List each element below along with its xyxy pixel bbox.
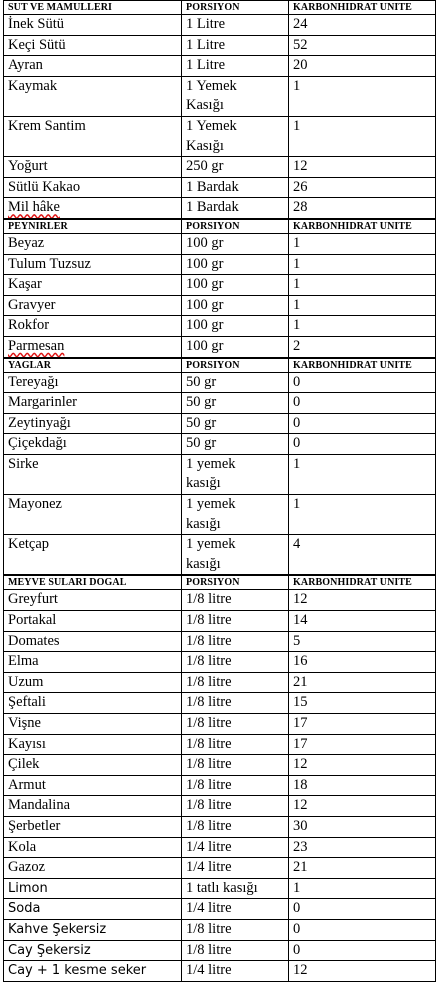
table-row bbox=[4, 796, 436, 817]
portion-cell: 250 gr bbox=[182, 157, 289, 178]
table-row bbox=[4, 672, 436, 693]
table-row bbox=[4, 734, 436, 755]
portion-header: PORSIYON bbox=[182, 358, 289, 373]
food-cell: Zeytinyağı bbox=[4, 413, 182, 434]
food-cell: Tereyağı bbox=[4, 372, 182, 393]
carb-unit-cell: 12 bbox=[289, 796, 436, 817]
food-cell: Krem Santim bbox=[4, 116, 182, 156]
carb-unit-cell: 15 bbox=[289, 693, 436, 714]
carb-unit-cell: 17 bbox=[289, 714, 436, 735]
carb-unit-cell: 20 bbox=[289, 56, 436, 77]
table-row bbox=[4, 316, 436, 337]
food-cell: Elma bbox=[4, 652, 182, 673]
portion-cell: 50 gr bbox=[182, 372, 289, 393]
carb-unit-cell: 12 bbox=[289, 755, 436, 776]
food-cell: Limon bbox=[4, 878, 182, 899]
portion-cell: 1/8 litre bbox=[182, 734, 289, 755]
food-cell: Rokfor bbox=[4, 316, 182, 337]
portion-cell: 1 Yemek Kasığı bbox=[182, 76, 289, 116]
food-cell: İnek Sütü bbox=[4, 15, 182, 36]
category-header: SUT VE MAMULLERI bbox=[4, 1, 182, 15]
portion-cell: 50 gr bbox=[182, 413, 289, 434]
food-cell: Çiçekdağı bbox=[4, 434, 182, 455]
carb-unit-cell: 0 bbox=[289, 919, 436, 940]
table-row bbox=[4, 940, 436, 961]
food-cell: Soda bbox=[4, 899, 182, 920]
table-row bbox=[4, 919, 436, 940]
table-row bbox=[4, 254, 436, 275]
carb-unit-header: KARBONHIDRAT UNITE bbox=[289, 1, 436, 15]
food-cell: Cay Şekersiz bbox=[4, 940, 182, 961]
category-header: YAGLAR bbox=[4, 358, 182, 373]
portion-cell: 100 gr bbox=[182, 295, 289, 316]
food-cell: Mandalina bbox=[4, 796, 182, 817]
food-cell: Mayonez bbox=[4, 495, 182, 535]
portion-cell: 1/8 litre bbox=[182, 714, 289, 735]
carb-unit-header: KARBONHIDRAT UNITE bbox=[289, 219, 436, 234]
food-cell: Sütlü Kakao bbox=[4, 177, 182, 198]
table-row bbox=[4, 590, 436, 611]
portion-cell: 1 Litre bbox=[182, 15, 289, 36]
table-row bbox=[4, 611, 436, 632]
table-row bbox=[4, 336, 436, 357]
portion-header: PORSIYON bbox=[182, 1, 289, 15]
table-row bbox=[4, 233, 436, 254]
portion-cell: 50 gr bbox=[182, 434, 289, 455]
carb-unit-cell: 24 bbox=[289, 15, 436, 36]
portion-cell: 1 yemek kasığı bbox=[182, 454, 289, 494]
carb-unit-cell: 4 bbox=[289, 535, 436, 576]
portion-cell: 1/4 litre bbox=[182, 858, 289, 879]
table-row bbox=[4, 157, 436, 178]
portion-cell: 50 gr bbox=[182, 393, 289, 414]
food-cell: Kaşar bbox=[4, 275, 182, 296]
table-row bbox=[4, 816, 436, 837]
food-cell: Tulum Tuzsuz bbox=[4, 254, 182, 275]
portion-cell: 1 Bardak bbox=[182, 177, 289, 198]
portion-cell: 1/4 litre bbox=[182, 961, 289, 982]
food-cell: Şerbetler bbox=[4, 816, 182, 837]
portion-header: PORSIYON bbox=[182, 575, 289, 590]
carb-unit-cell: 28 bbox=[289, 198, 436, 219]
carbohydrate-table bbox=[3, 0, 436, 982]
carb-unit-cell: 12 bbox=[289, 590, 436, 611]
carb-unit-cell: 30 bbox=[289, 816, 436, 837]
table-row bbox=[4, 755, 436, 776]
food-cell: Margarinler bbox=[4, 393, 182, 414]
food-cell: Armut bbox=[4, 775, 182, 796]
food-cell: Kahve Şekersiz bbox=[4, 919, 182, 940]
food-cell: Gazoz bbox=[4, 858, 182, 879]
table-row bbox=[4, 56, 436, 77]
portion-cell: 1/8 litre bbox=[182, 755, 289, 776]
table-row bbox=[4, 295, 436, 316]
table-row bbox=[4, 413, 436, 434]
carb-unit-cell: 1 bbox=[289, 233, 436, 254]
portion-cell: 1/8 litre bbox=[182, 693, 289, 714]
food-name: Parmesan bbox=[8, 337, 65, 354]
carb-unit-cell: 0 bbox=[289, 413, 436, 434]
carb-unit-cell: 12 bbox=[289, 157, 436, 178]
table-row bbox=[4, 198, 436, 219]
portion-cell: 1/8 litre bbox=[182, 940, 289, 961]
carb-unit-cell: 21 bbox=[289, 858, 436, 879]
food-name: Mil hâke bbox=[8, 199, 60, 216]
carb-unit-cell: 2 bbox=[289, 336, 436, 357]
carb-unit-cell: 12 bbox=[289, 961, 436, 982]
carb-unit-cell: 1 bbox=[289, 76, 436, 116]
carb-unit-cell: 14 bbox=[289, 611, 436, 632]
carb-unit-header: KARBONHIDRAT UNITE bbox=[289, 575, 436, 590]
table-row bbox=[4, 858, 436, 879]
portion-cell: 100 gr bbox=[182, 254, 289, 275]
table-row bbox=[4, 652, 436, 673]
category-header: MEYVE SULARI DOGAL bbox=[4, 575, 182, 590]
food-cell: Cay + 1 kesme seker bbox=[4, 961, 182, 982]
table-row bbox=[4, 535, 436, 576]
portion-cell: 1/4 litre bbox=[182, 837, 289, 858]
table-row bbox=[4, 275, 436, 296]
carb-unit-cell: 1 bbox=[289, 254, 436, 275]
carb-unit-cell: 1 bbox=[289, 454, 436, 494]
table-row bbox=[4, 899, 436, 920]
food-cell bbox=[4, 198, 182, 219]
food-cell: Çilek bbox=[4, 755, 182, 776]
food-cell: Kayısı bbox=[4, 734, 182, 755]
portion-cell: 1/8 litre bbox=[182, 816, 289, 837]
portion-cell: 100 gr bbox=[182, 275, 289, 296]
table-row bbox=[4, 76, 436, 116]
table-row bbox=[4, 177, 436, 198]
portion-cell: 1/8 litre bbox=[182, 590, 289, 611]
food-cell: Kaymak bbox=[4, 76, 182, 116]
portion-cell: 1/8 litre bbox=[182, 672, 289, 693]
carb-unit-cell: 1 bbox=[289, 116, 436, 156]
portion-cell: 1/8 litre bbox=[182, 775, 289, 796]
food-cell: Gravyer bbox=[4, 295, 182, 316]
food-cell: Beyaz bbox=[4, 233, 182, 254]
table-row bbox=[4, 15, 436, 36]
portion-cell: 1/4 litre bbox=[182, 899, 289, 920]
carb-unit-cell: 23 bbox=[289, 837, 436, 858]
portion-cell: 1/8 litre bbox=[182, 631, 289, 652]
carb-unit-cell: 1 bbox=[289, 495, 436, 535]
food-cell: Keçi Sütü bbox=[4, 35, 182, 56]
carb-unit-cell: 0 bbox=[289, 899, 436, 920]
portion-cell: 1 Yemek Kasığı bbox=[182, 116, 289, 156]
section-header-row bbox=[4, 1, 436, 15]
food-cell: Yoğurt bbox=[4, 157, 182, 178]
table-row bbox=[4, 631, 436, 652]
table-row bbox=[4, 878, 436, 899]
food-cell: Greyfurt bbox=[4, 590, 182, 611]
carbohydrate-table-document bbox=[3, 0, 435, 982]
portion-cell: 1 yemek kasığı bbox=[182, 535, 289, 576]
table-row bbox=[4, 116, 436, 156]
food-cell: Ayran bbox=[4, 56, 182, 77]
food-cell: Vişne bbox=[4, 714, 182, 735]
carb-unit-cell: 52 bbox=[289, 35, 436, 56]
table-row bbox=[4, 961, 436, 982]
table-row bbox=[4, 775, 436, 796]
section-header-row bbox=[4, 358, 436, 373]
carb-unit-cell: 26 bbox=[289, 177, 436, 198]
carb-unit-cell: 17 bbox=[289, 734, 436, 755]
carb-unit-cell: 1 bbox=[289, 295, 436, 316]
portion-header: PORSIYON bbox=[182, 219, 289, 234]
portion-cell: 1 tatlı kasığı bbox=[182, 878, 289, 899]
carb-unit-cell: 0 bbox=[289, 393, 436, 414]
portion-cell: 100 gr bbox=[182, 316, 289, 337]
table-row bbox=[4, 454, 436, 494]
carb-unit-cell: 16 bbox=[289, 652, 436, 673]
carb-unit-header: KARBONHIDRAT UNITE bbox=[289, 358, 436, 373]
portion-cell: 1 Bardak bbox=[182, 198, 289, 219]
table-row bbox=[4, 714, 436, 735]
section-header-row bbox=[4, 219, 436, 234]
food-cell: Sirke bbox=[4, 454, 182, 494]
table-row bbox=[4, 372, 436, 393]
portion-cell: 1 Litre bbox=[182, 35, 289, 56]
table-row bbox=[4, 434, 436, 455]
food-cell: Portakal bbox=[4, 611, 182, 632]
carb-unit-cell: 21 bbox=[289, 672, 436, 693]
portion-cell: 100 gr bbox=[182, 336, 289, 357]
carb-unit-cell: 5 bbox=[289, 631, 436, 652]
carb-unit-cell: 0 bbox=[289, 434, 436, 455]
carb-unit-cell: 1 bbox=[289, 878, 436, 899]
table-row bbox=[4, 495, 436, 535]
portion-cell: 1/8 litre bbox=[182, 919, 289, 940]
portion-cell: 100 gr bbox=[182, 233, 289, 254]
portion-cell: 1 Litre bbox=[182, 56, 289, 77]
portion-cell: 1/8 litre bbox=[182, 652, 289, 673]
section-header-row bbox=[4, 575, 436, 590]
carb-unit-cell: 1 bbox=[289, 316, 436, 337]
carb-unit-cell: 1 bbox=[289, 275, 436, 296]
food-cell bbox=[4, 336, 182, 357]
carb-unit-cell: 18 bbox=[289, 775, 436, 796]
food-cell: Domates bbox=[4, 631, 182, 652]
food-cell: Kola bbox=[4, 837, 182, 858]
portion-cell: 1/8 litre bbox=[182, 611, 289, 632]
food-cell: Uzum bbox=[4, 672, 182, 693]
food-cell: Şeftali bbox=[4, 693, 182, 714]
portion-cell: 1/8 litre bbox=[182, 796, 289, 817]
table-row bbox=[4, 393, 436, 414]
carb-unit-cell: 0 bbox=[289, 372, 436, 393]
table-row bbox=[4, 837, 436, 858]
category-header: PEYNIRLER bbox=[4, 219, 182, 234]
food-cell: Ketçap bbox=[4, 535, 182, 576]
table-row bbox=[4, 35, 436, 56]
table-row bbox=[4, 693, 436, 714]
carb-unit-cell: 0 bbox=[289, 940, 436, 961]
portion-cell: 1 yemek kasığı bbox=[182, 495, 289, 535]
